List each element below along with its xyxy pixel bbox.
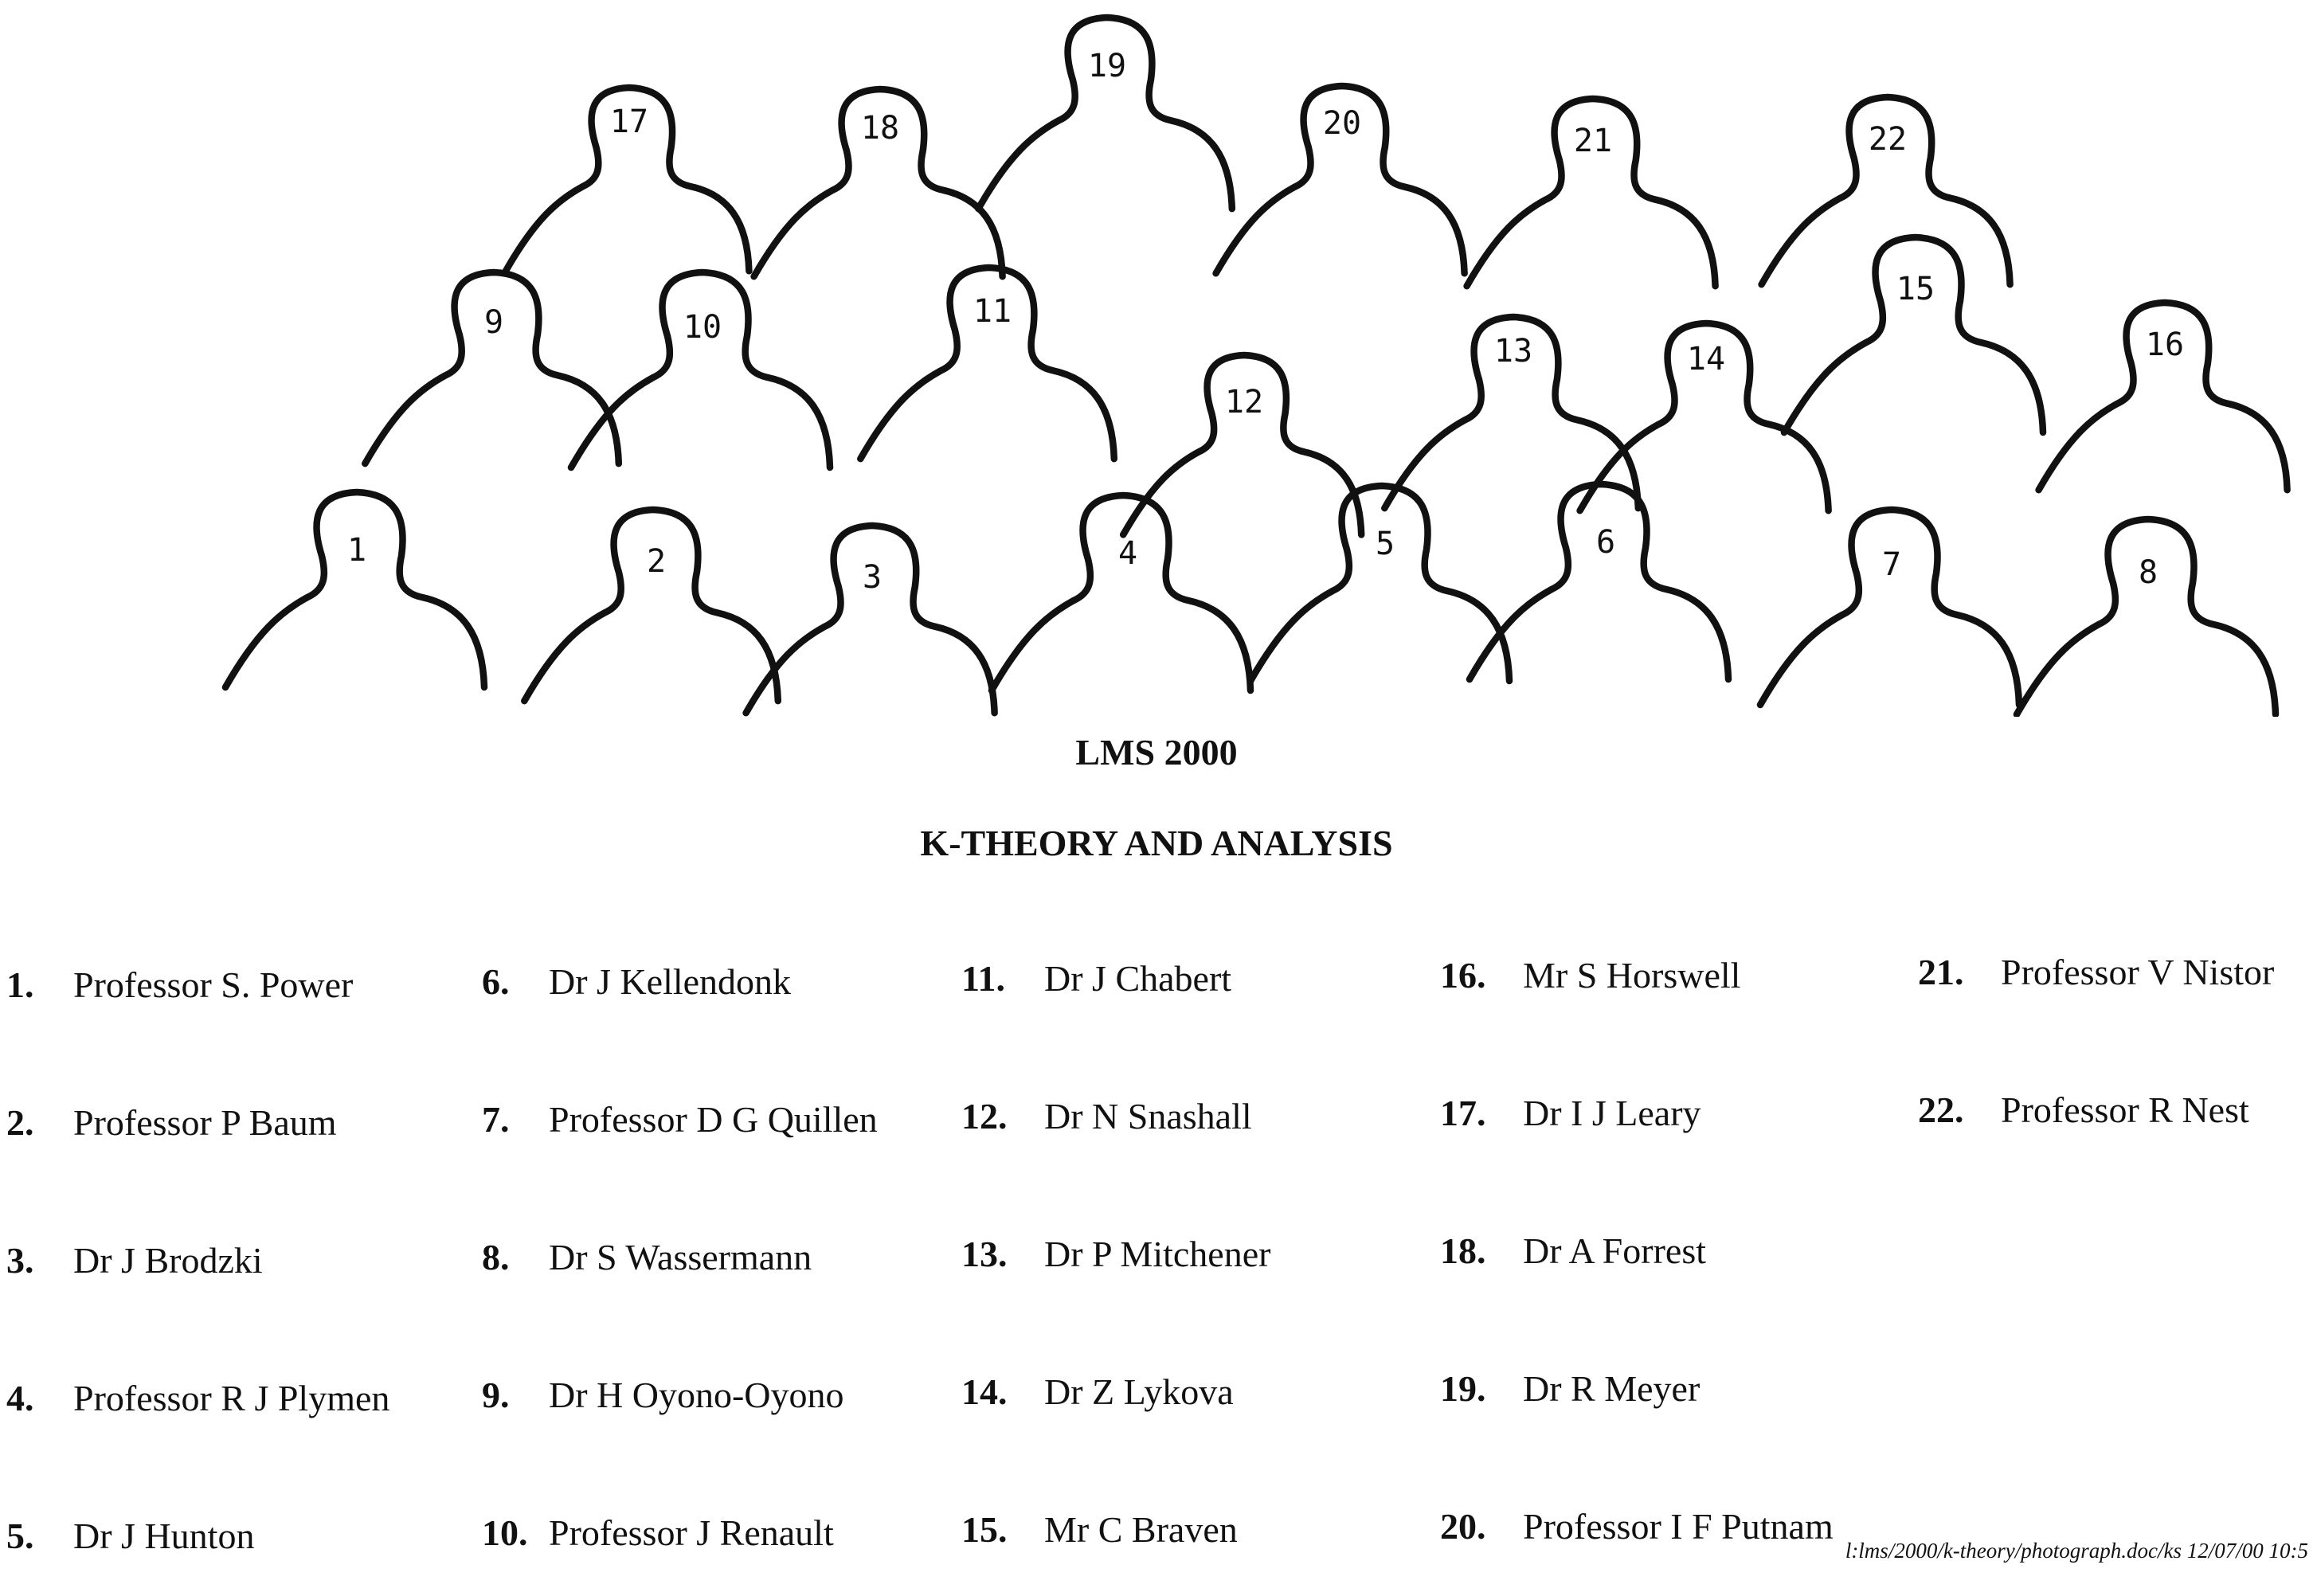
person-number: 5.: [6, 1516, 34, 1556]
person-silhouette: [524, 510, 778, 701]
person-silhouette: [860, 268, 1114, 459]
person-number: 2.: [6, 1102, 34, 1143]
person-entry: [482, 1098, 878, 1140]
silhouette-number: 6: [1595, 524, 1616, 561]
person-name: Dr J Brodzki: [73, 1240, 263, 1281]
person-silhouette: [1250, 486, 1509, 681]
silhouette-number: 10: [683, 309, 722, 346]
silhouette-outline: [225, 492, 484, 687]
person-name: Professor S. Power: [73, 964, 354, 1005]
silhouette-outline: [1760, 510, 2019, 705]
person-entry: [961, 957, 1231, 999]
page-title: LMS 2000: [1075, 732, 1238, 773]
silhouette-number: 21: [1573, 123, 1613, 159]
silhouette-number: 14: [1686, 341, 1726, 377]
person-silhouette: [754, 89, 1003, 276]
person-number: 22.: [1918, 1089, 1964, 1130]
silhouette-number: 11: [973, 293, 1012, 330]
silhouette-number: 1: [346, 532, 367, 569]
person-name: Dr P Mitchener: [1044, 1234, 1271, 1274]
silhouette-outline: [978, 18, 1232, 209]
silhouette-number: 4: [1117, 535, 1138, 572]
silhouette-outline: [1250, 486, 1509, 681]
person-silhouette: [1760, 510, 2019, 705]
person-entry: [961, 1233, 1270, 1275]
person-name: Professor R Nest: [2001, 1089, 2249, 1130]
person-name: Dr S Wassermann: [549, 1237, 812, 1277]
person-entry: [6, 1377, 389, 1419]
person-silhouette: [1467, 99, 1716, 286]
person-number: 6.: [482, 961, 510, 1002]
person-name: Dr A Forrest: [1523, 1230, 1706, 1271]
silhouette-number: 20: [1322, 105, 1362, 142]
person-number: 10.: [482, 1512, 528, 1553]
person-number: 18.: [1440, 1230, 1486, 1271]
person-entry: [6, 964, 353, 1006]
silhouette-outline: [992, 495, 1250, 690]
silhouette-number: 7: [1881, 546, 1902, 583]
person-number: 14.: [961, 1371, 1008, 1412]
person-number: 21.: [1918, 952, 1964, 992]
person-number: 19.: [1440, 1368, 1486, 1409]
person-number: 7.: [482, 1099, 510, 1140]
person-entry: [1440, 1230, 1706, 1272]
person-silhouette: [2017, 519, 2276, 714]
person-silhouette: [225, 492, 484, 687]
person-number: 13.: [961, 1234, 1008, 1274]
person-entry: [6, 1515, 254, 1557]
silhouette-outline: [524, 510, 778, 701]
person-name: Dr H Oyono-Oyono: [549, 1375, 844, 1415]
person-silhouette: [571, 272, 830, 467]
silhouette-number: 18: [860, 110, 900, 147]
silhouette-outline: [746, 526, 995, 713]
person-name: Dr R Meyer: [1523, 1368, 1701, 1409]
person-number: 1.: [6, 964, 34, 1005]
person-name: Mr C Braven: [1044, 1509, 1238, 1550]
silhouette-diagram: [0, 0, 2313, 717]
person-entry: [482, 960, 791, 1003]
person-silhouette: [1762, 97, 2010, 284]
silhouette-number: 22: [1868, 121, 1908, 158]
file-path-footer: l:lms/2000/k-theory/photograph.doc/ks 12/07/00 10:5: [1845, 1539, 2308, 1563]
silhouette-number: 12: [1224, 384, 1264, 421]
person-entry: [961, 1371, 1234, 1413]
person-number: 16.: [1440, 955, 1486, 996]
silhouette-outline: [2017, 519, 2276, 714]
silhouette-outline: [1784, 237, 2043, 432]
silhouette-number: 13: [1493, 333, 1533, 370]
person-name: Professor P Baum: [73, 1102, 337, 1143]
person-name: Professor I F Putnam: [1523, 1506, 1834, 1547]
silhouette-outline: [365, 272, 619, 464]
page-subtitle: K-THEORY AND ANALYSIS: [920, 823, 1393, 863]
person-entry: [482, 1236, 812, 1278]
person-name: Professor R J Plymen: [73, 1378, 390, 1418]
silhouette-number: 19: [1087, 48, 1127, 84]
silhouette-number: 8: [2138, 554, 2158, 591]
person-entry: [1440, 954, 1740, 996]
person-silhouette: [1784, 237, 2043, 432]
person-number: 20.: [1440, 1506, 1486, 1547]
silhouette-number: 15: [1896, 271, 1935, 307]
person-name: Dr I J Leary: [1523, 1093, 1701, 1133]
person-number: 9.: [482, 1375, 510, 1415]
person-entry: [961, 1508, 1238, 1551]
person-name: Professor J Renault: [549, 1512, 834, 1553]
person-number: 12.: [961, 1096, 1008, 1136]
silhouette-number: 3: [862, 559, 883, 596]
person-silhouette: [992, 495, 1250, 690]
person-entry: [6, 1101, 337, 1144]
person-entry: [1440, 1092, 1701, 1134]
person-name: Dr J Kellendonk: [549, 961, 792, 1002]
silhouette-number: 2: [646, 543, 667, 580]
silhouette-outline: [571, 272, 830, 467]
person-entry: [1918, 951, 2274, 993]
person-name: Dr N Snashall: [1044, 1096, 1252, 1136]
person-name: Professor D G Quillen: [549, 1099, 878, 1140]
person-entry: [482, 1374, 844, 1416]
person-number: 15.: [961, 1509, 1008, 1550]
person-number: 4.: [6, 1378, 34, 1418]
silhouette-number: 9: [483, 304, 504, 341]
person-name: Professor V Nistor: [2001, 952, 2275, 992]
person-entry: [961, 1095, 1252, 1137]
person-number: 17.: [1440, 1093, 1486, 1133]
silhouette-number: 17: [609, 104, 649, 140]
person-number: 3.: [6, 1240, 34, 1281]
person-silhouette: [365, 272, 619, 464]
person-entry: [1918, 1089, 2249, 1131]
person-entry: [6, 1239, 263, 1281]
person-silhouette: [978, 18, 1232, 209]
person-name: Dr J Hunton: [73, 1516, 255, 1556]
person-silhouette: [746, 526, 995, 713]
person-name: Dr Z Lykova: [1044, 1371, 1234, 1412]
silhouette-number: 16: [2145, 327, 2185, 363]
person-name: Mr S Horswell: [1523, 955, 1741, 996]
person-silhouette: [1216, 86, 1465, 273]
person-entry: [1440, 1367, 1700, 1410]
person-silhouette: [506, 88, 749, 271]
silhouette-number: 5: [1375, 526, 1395, 562]
person-silhouette: [2039, 303, 2288, 490]
person-entry: [1440, 1505, 1834, 1547]
person-number: 8.: [482, 1237, 510, 1277]
person-number: 11.: [961, 958, 1005, 999]
person-entry: [482, 1512, 834, 1554]
person-name: Dr J Chabert: [1044, 958, 1232, 999]
